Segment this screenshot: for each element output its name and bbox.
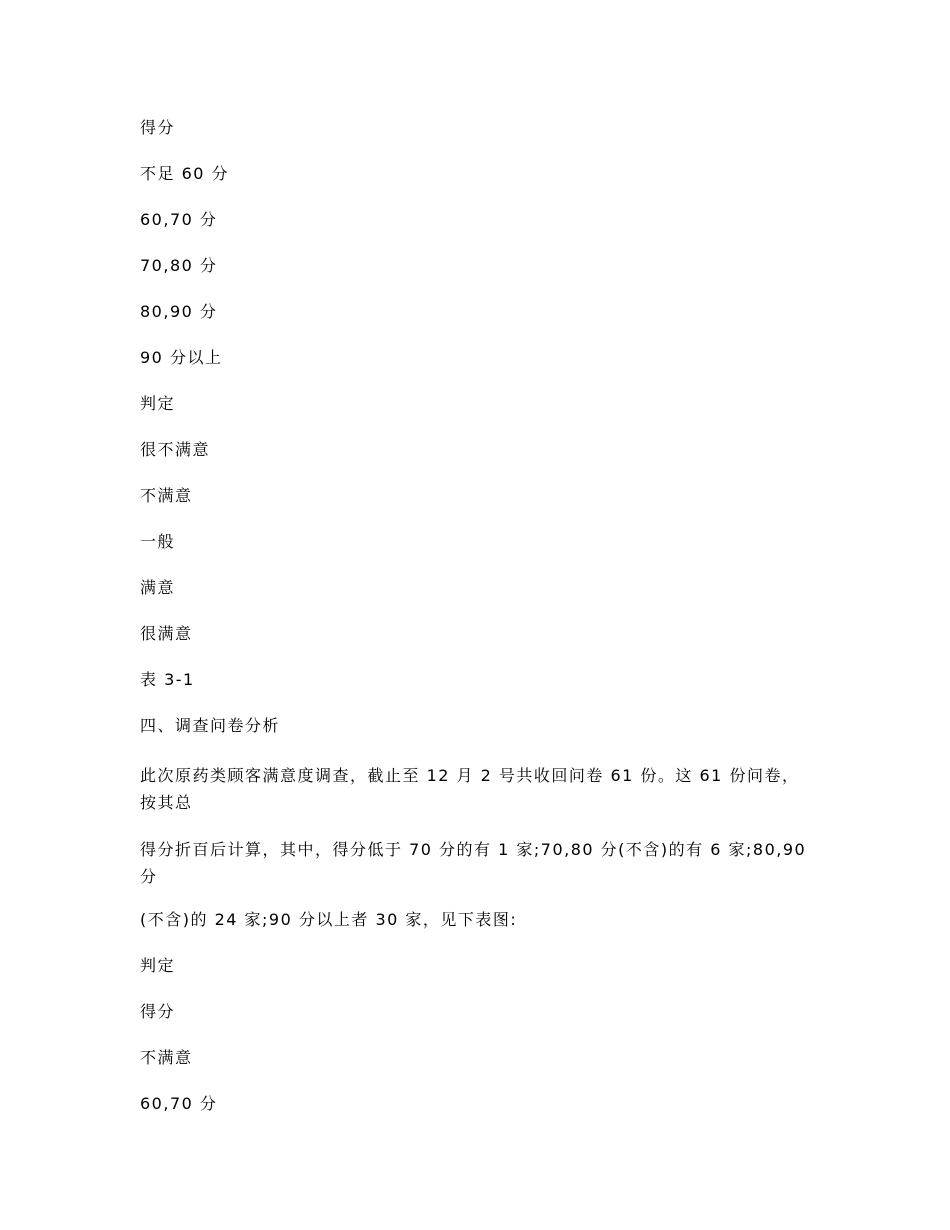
text-line: 不足 60 分 [140, 164, 230, 183]
text-line: 不满意 [140, 486, 193, 505]
text-line: 满意 [140, 578, 176, 597]
table-caption: 表 3-1 [140, 670, 195, 689]
text-line: 很满意 [140, 624, 193, 643]
text-line: 得分 [140, 1002, 176, 1021]
text-line: 60,70 分 [140, 210, 218, 229]
text-line: 不满意 [140, 1048, 193, 1067]
document-page [140, 118, 810, 1140]
text-line: 一般 [140, 532, 176, 551]
text-line: 判定 [140, 956, 176, 975]
section-heading: 四、调查问卷分析 [140, 716, 281, 735]
text-line: 70,80 分 [140, 256, 218, 275]
text-line: 90 分以上 [140, 348, 223, 367]
paragraph: (不含)的 24 家;90 分以上者 30 家，见下表图: [140, 910, 518, 929]
paragraph: 得分折百后计算，其中，得分低于 70 分的有 1 家;70,80 分(不含)的有 6 家;80,90 分 [140, 840, 807, 886]
text-line: 判定 [140, 394, 176, 413]
paragraph: 此次原药类顾客满意度调查，截止至 12 月 2 号共收回问卷 61 份。这 61 份问卷，按其总 [140, 766, 800, 812]
text-line: 很不满意 [140, 440, 211, 459]
text-line: 60,70 分 [140, 1094, 218, 1113]
text-line: 80,90 分 [140, 302, 218, 321]
text-line: 得分 [140, 118, 176, 137]
